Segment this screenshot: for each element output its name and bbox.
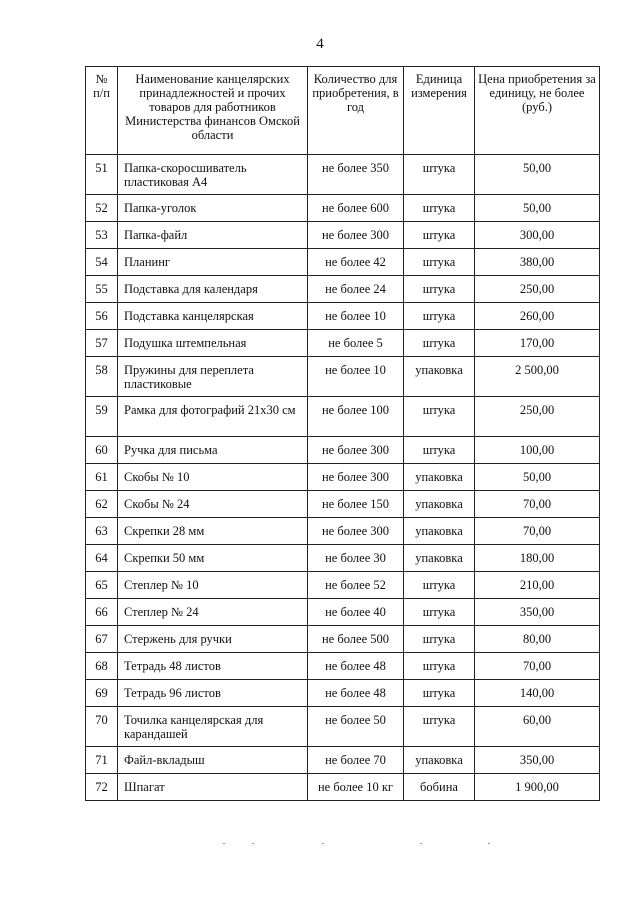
table-row <box>86 330 600 357</box>
cell-num: 65 <box>86 572 118 599</box>
cell-name: Скрепки 28 мм <box>118 518 308 545</box>
cell-unit: штука <box>404 303 475 330</box>
cell-unit: упаковка <box>404 357 475 397</box>
cell-unit: штука <box>404 276 475 303</box>
cell-num: 61 <box>86 464 118 491</box>
cell-unit: упаковка <box>404 491 475 518</box>
cell-qty: не более 10 <box>308 357 404 397</box>
cell-unit: штука <box>404 437 475 464</box>
cell-qty: не более 300 <box>308 518 404 545</box>
cell-num: 72 <box>86 774 118 801</box>
cell-qty: не более 300 <box>308 464 404 491</box>
cell-name: Пружины для переплета пластиковые <box>118 357 308 397</box>
page-number: 4 <box>316 36 324 52</box>
cell-price: 350,00 <box>475 599 600 626</box>
cell-name: Скрепки 50 мм <box>118 545 308 572</box>
cell-num: 60 <box>86 437 118 464</box>
table-row <box>86 680 600 707</box>
cell-qty: не более 100 <box>308 397 404 437</box>
cell-name: Ручка для письма <box>118 437 308 464</box>
cell-num: 51 <box>86 155 118 195</box>
cell-qty: не более 40 <box>308 599 404 626</box>
cell-price: 1 900,00 <box>475 774 600 801</box>
cell-num: 54 <box>86 249 118 276</box>
cell-name: Подушка штемпельная <box>118 330 308 357</box>
cell-qty: не более 42 <box>308 249 404 276</box>
table-row <box>86 774 600 801</box>
cell-num: 58 <box>86 357 118 397</box>
cell-name: Папка-уголок <box>118 195 308 222</box>
cell-name: Тетрадь 48 листов <box>118 653 308 680</box>
cell-name: Папка-файл <box>118 222 308 249</box>
cell-name: Планинг <box>118 249 308 276</box>
cell-price: 100,00 <box>475 437 600 464</box>
table-row <box>86 397 600 437</box>
cell-num: 53 <box>86 222 118 249</box>
cell-qty: не более 10 <box>308 303 404 330</box>
cell-qty: не более 150 <box>308 491 404 518</box>
cell-price: 50,00 <box>475 155 600 195</box>
cell-num: 57 <box>86 330 118 357</box>
cell-price: 250,00 <box>475 397 600 437</box>
cell-unit: штука <box>404 707 475 747</box>
cell-qty: не более 52 <box>308 572 404 599</box>
cell-num: 71 <box>86 747 118 774</box>
table-row <box>86 357 600 397</box>
cell-unit: упаковка <box>404 747 475 774</box>
cell-qty: не более 48 <box>308 653 404 680</box>
cell-num: 52 <box>86 195 118 222</box>
cell-unit: штука <box>404 572 475 599</box>
table-row <box>86 626 600 653</box>
table-row <box>86 222 600 249</box>
header-unit: Единица измерения <box>404 67 475 155</box>
table-row <box>86 491 600 518</box>
cell-qty: не более 50 <box>308 707 404 747</box>
cell-unit: штука <box>404 680 475 707</box>
cell-price: 50,00 <box>475 464 600 491</box>
table-row <box>86 437 600 464</box>
cell-qty: не более 500 <box>308 626 404 653</box>
header-num: № п/п <box>86 67 118 155</box>
cell-unit: упаковка <box>404 518 475 545</box>
cell-price: 70,00 <box>475 653 600 680</box>
table-row <box>86 572 600 599</box>
cell-price: 180,00 <box>475 545 600 572</box>
cell-unit: штука <box>404 222 475 249</box>
cell-name: Скобы № 10 <box>118 464 308 491</box>
cell-name: Рамка для фотографий 21х30 см <box>118 397 308 437</box>
cell-price: 350,00 <box>475 747 600 774</box>
cell-name: Точилка канцелярская для карандашей <box>118 707 308 747</box>
cell-qty: не более 48 <box>308 680 404 707</box>
cell-name: Степлер № 24 <box>118 599 308 626</box>
table-header-row <box>86 67 600 155</box>
table-row <box>86 303 600 330</box>
table-row <box>86 249 600 276</box>
cell-qty: не более 350 <box>308 155 404 195</box>
cell-num: 59 <box>86 397 118 437</box>
table-row <box>86 653 600 680</box>
cell-price: 70,00 <box>475 491 600 518</box>
cell-num: 62 <box>86 491 118 518</box>
cell-unit: штука <box>404 155 475 195</box>
cell-price: 140,00 <box>475 680 600 707</box>
cell-unit: штука <box>404 330 475 357</box>
cell-price: 2 500,00 <box>475 357 600 397</box>
cell-name: Файл-вкладыш <box>118 747 308 774</box>
cell-price: 260,00 <box>475 303 600 330</box>
cell-num: 70 <box>86 707 118 747</box>
cell-num: 67 <box>86 626 118 653</box>
table-row <box>86 545 600 572</box>
header-price: Цена приобретения за единицу, не более (руб.) <box>475 67 600 155</box>
cell-qty: не более 600 <box>308 195 404 222</box>
cell-name: Тетрадь 96 листов <box>118 680 308 707</box>
table-row <box>86 155 600 195</box>
cell-unit: штука <box>404 195 475 222</box>
cell-qty: не более 30 <box>308 545 404 572</box>
cell-unit: упаковка <box>404 545 475 572</box>
cell-name: Подставка канцелярская <box>118 303 308 330</box>
cell-name: Подставка для календаря <box>118 276 308 303</box>
cell-name: Папка-скоросшиватель пластиковая А4 <box>118 155 308 195</box>
cell-qty: не более 5 <box>308 330 404 357</box>
cell-unit: штука <box>404 599 475 626</box>
cell-qty: не более 300 <box>308 222 404 249</box>
cell-price: 50,00 <box>475 195 600 222</box>
cell-price: 380,00 <box>475 249 600 276</box>
table-row <box>86 599 600 626</box>
table-row <box>86 464 600 491</box>
table-row <box>86 747 600 774</box>
cell-price: 60,00 <box>475 707 600 747</box>
cell-num: 68 <box>86 653 118 680</box>
cell-qty: не более 24 <box>308 276 404 303</box>
cell-num: 55 <box>86 276 118 303</box>
cell-num: 56 <box>86 303 118 330</box>
cell-num: 66 <box>86 599 118 626</box>
cell-price: 250,00 <box>475 276 600 303</box>
cell-unit: штука <box>404 653 475 680</box>
stationery-price-table <box>85 66 600 801</box>
cell-unit: штука <box>404 249 475 276</box>
cell-name: Стержень для ручки <box>118 626 308 653</box>
cell-qty: не более 10 кг <box>308 774 404 801</box>
cell-price: 70,00 <box>475 518 600 545</box>
cell-name: Скобы № 24 <box>118 491 308 518</box>
cell-unit: штука <box>404 397 475 437</box>
cell-name: Шпагат <box>118 774 308 801</box>
cell-num: 64 <box>86 545 118 572</box>
cell-name: Степлер № 10 <box>118 572 308 599</box>
table-row <box>86 276 600 303</box>
cell-unit: штука <box>404 626 475 653</box>
table-row <box>86 518 600 545</box>
cell-qty: не более 70 <box>308 747 404 774</box>
cell-unit: упаковка <box>404 464 475 491</box>
cell-qty: не более 300 <box>308 437 404 464</box>
header-name: Наименование канцелярских принадлежностей и прочих товаров для работников Министерства финансов Омской области <box>118 67 308 155</box>
scan-artifact-dots <box>0 843 640 847</box>
cell-price: 210,00 <box>475 572 600 599</box>
table-row <box>86 707 600 747</box>
table-row <box>86 195 600 222</box>
cell-price: 80,00 <box>475 626 600 653</box>
cell-price: 300,00 <box>475 222 600 249</box>
cell-num: 63 <box>86 518 118 545</box>
header-qty: Количество для приобретения, в год <box>308 67 404 155</box>
cell-price: 170,00 <box>475 330 600 357</box>
cell-num: 69 <box>86 680 118 707</box>
cell-unit: бобина <box>404 774 475 801</box>
